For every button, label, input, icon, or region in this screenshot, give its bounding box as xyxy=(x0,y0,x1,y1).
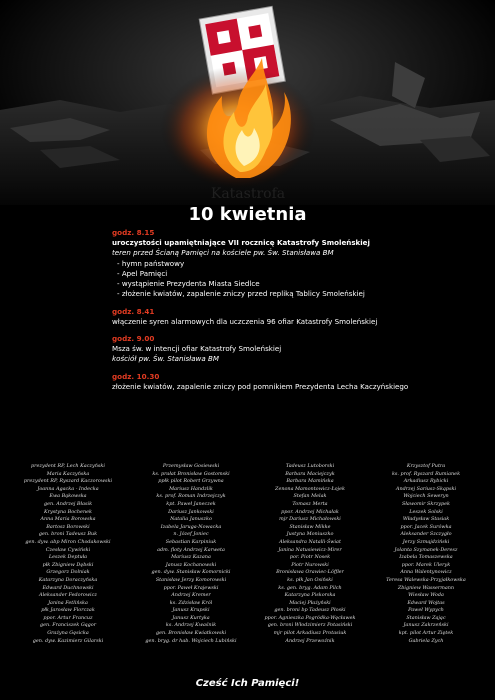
victim-name: Bartosz Borowski xyxy=(46,523,90,530)
victim-name: Anna Maria Borowska xyxy=(40,516,96,523)
event-time: godz. 10.30 xyxy=(112,371,160,381)
victim-name: ppor. Artur Francuz xyxy=(43,614,93,621)
list-item: - Apel Pamięci xyxy=(117,269,492,279)
victim-name: ppor. Marek Uleryk xyxy=(401,561,451,568)
victim-name: Janusz Krupski xyxy=(172,607,210,614)
event-block xyxy=(112,307,492,327)
victim-name: Anna Walentynowicz xyxy=(400,569,452,576)
victim-name: Natalia Januszko xyxy=(170,516,212,523)
victim-name: Stanisław Zając xyxy=(406,614,446,621)
victim-name: Justyna Moniuszko xyxy=(286,531,334,538)
victim-name: gen. broni Tadeusz Buk xyxy=(38,531,98,538)
victim-name: Krzysztof Putra xyxy=(406,463,446,469)
victim-name: Janusz Zakrzeński xyxy=(403,622,449,629)
victim-name: mjr pilot Arkadiusz Protasiuk xyxy=(273,630,347,637)
victim-name: ks. płk Jan Osiński xyxy=(287,576,333,583)
victim-name: Stanisław Mikke xyxy=(289,523,331,530)
victim-name: ks. Andrzej Kwaśnik xyxy=(165,622,217,629)
victim-name: ks. prałat Bronisław Gostomski xyxy=(152,470,230,477)
victim-name: Barbara Mamińska xyxy=(286,478,334,485)
victim-name: płk Zbigniew Dębski xyxy=(42,561,94,568)
victim-name: płk Jarosław Florczak xyxy=(41,607,95,614)
victim-name: adm. floty Andrzej Karweta xyxy=(157,546,225,553)
victim-name: Andrzej Kremer xyxy=(171,592,211,599)
victim-name: mjr Dariusz Michałowski xyxy=(279,516,341,523)
victim-name: gen. broni Włodzimierz Potasiński xyxy=(267,622,353,629)
victim-name: Katarzyna Doraczyńska xyxy=(38,576,98,583)
names-column xyxy=(137,463,245,645)
victim-name: Maria Kaczyńska xyxy=(46,470,90,477)
victim-name: Zenona Mamontowicz-Łojek xyxy=(275,485,345,492)
victim-name: Wojciech Seweryn xyxy=(403,493,449,500)
event-location: teren przed Ścianą Pamięci na kościele pw. Św. Stanisława BM xyxy=(112,248,334,258)
event-bullet-list xyxy=(112,259,492,300)
victim-name: Przemysław Gosiewski xyxy=(162,463,220,469)
victim-name: Krystyna Bochenek xyxy=(44,508,92,515)
victim-name: Czesław Cywiński xyxy=(45,546,91,553)
victim-name: gen. dyw. Kazimierz Gilarski xyxy=(32,637,104,644)
victim-name: Dariusz Jankowski xyxy=(168,508,214,515)
victim-name: Gabriela Zych xyxy=(408,637,444,644)
victim-name: ks. Zdzisław Król xyxy=(169,599,213,606)
victim-name: Janina Natusiewicz-Mirer xyxy=(278,546,342,553)
victim-name: Grzegorz Dolniak xyxy=(46,569,90,576)
victim-name: kpt. pilot Artur Ziętek xyxy=(398,630,454,637)
flame-and-flag-illustration xyxy=(0,0,495,205)
event-title: uroczystości upamiętniające VII rocznicę Katastrofy Smoleńskiej xyxy=(112,238,370,247)
victim-name: prezydent RP, Lech Kaczyński xyxy=(31,463,105,469)
victim-name: n. Józef Joniec xyxy=(173,531,209,538)
svg-text:Katastrofa: Katastrofa xyxy=(210,186,286,202)
victim-name: Tadeusz Lutoborski xyxy=(285,463,335,469)
victim-name: gen. dyw. abp Miron Chodakowski xyxy=(25,538,111,545)
list-item: - złożenie kwiatów, zapalenie zniczy przed repliką Tablicy Smoleńskiej xyxy=(117,289,492,299)
event-block xyxy=(112,228,492,300)
victim-name: ppor. Andrzej Michałak xyxy=(281,508,339,515)
program-schedule xyxy=(112,228,492,399)
victim-name: Edward Duchnowski xyxy=(42,584,94,591)
victim-name: ks. prof. Ryszard Rumianek xyxy=(391,470,461,477)
victim-name: Zbigniew Wassermann xyxy=(397,584,455,591)
victim-name: Sławomir Skrzypek xyxy=(401,500,451,507)
event-block xyxy=(112,334,492,365)
event-time: godz. 8.41 xyxy=(112,306,155,316)
event-description: złożenie kwiatów, zapalenie zniczy pod pomnikiem Prezydenta Lecha Kaczyńskiego xyxy=(112,381,409,391)
victim-name: Arkadiusz Rybicki xyxy=(403,478,449,485)
victim-name: kpt. Paweł Janeczek xyxy=(166,500,216,507)
victim-name: gen. Andrzej Błasik xyxy=(43,500,93,507)
victim-name: Tomasz Merta xyxy=(292,500,328,507)
event-time: godz. 8.15 xyxy=(112,228,155,237)
victim-name: gen. broni bp Tadeusz Płoski xyxy=(274,607,346,614)
victim-name: Janusz Kochanowski xyxy=(165,561,217,568)
victim-name: ppor. Jacek Surówka xyxy=(400,523,452,530)
event-description: Msza św. w intencji ofiar Katastrofy Smoleńskiej xyxy=(112,344,282,354)
footer-tribute: Cześć Ich Pamięci! xyxy=(195,678,300,689)
memorial-photo xyxy=(0,0,495,205)
victim-name: prezydent RP, Ryszard Kaczorowski xyxy=(23,478,113,485)
victim-name: Wiesław Woda xyxy=(408,592,444,599)
victim-name: Paweł Wypych xyxy=(408,607,444,614)
victim-name: gen. Bronisław Kwiatkowski xyxy=(155,630,227,637)
victim-name: Edward Wojtas xyxy=(407,599,445,606)
names-column xyxy=(14,463,122,645)
victim-name: por. Piotr Nosek xyxy=(289,554,331,561)
victim-name: Aleksander Fedorowicz xyxy=(39,592,97,599)
event-block xyxy=(112,372,492,392)
victim-name: Teresa Walewska-Przyjałkowska xyxy=(386,576,466,583)
page-title: 10 kwietnia xyxy=(188,204,307,225)
victim-name: Władysław Stasiak xyxy=(402,516,450,523)
victim-name: Barbara Maciejczyk xyxy=(285,470,335,477)
victim-name: ppłk pilot Robert Grzywna xyxy=(158,478,224,485)
victim-name: ks. prof. Roman Indrzejczyk xyxy=(156,493,226,500)
victim-name: Izabela Tomaszewska xyxy=(399,554,453,561)
victim-name: Janusz Kurtyka xyxy=(172,614,210,621)
victim-name: Andrzej Sariusz-Skąpski xyxy=(395,485,457,492)
victim-name: Stefan Melak xyxy=(293,493,327,500)
victim-name: Stanisław Jerzy Komorowski xyxy=(155,576,227,583)
victim-name: gen. Franciszek Gągor xyxy=(39,622,97,629)
victim-name: Janina Fetlińska xyxy=(48,599,88,606)
victim-name: Leszek Deptuła xyxy=(48,554,88,561)
victim-name: Piotr Nurowski xyxy=(291,561,329,568)
victim-name: Maciej Płażyński xyxy=(289,599,331,606)
event-description: włączenie syren alarmowych dla uczczenia 96 ofiar Katastrofy Smoleńskiej xyxy=(112,316,378,326)
victim-name: Grażyna Gęsicka xyxy=(47,630,89,637)
victim-name: Aleksandra Natalli-Świat xyxy=(279,538,341,545)
victim-name: Aleksander Szczygło xyxy=(400,531,452,538)
names-column xyxy=(372,463,480,645)
victim-name: ks. gen. bryg. Adam Pilch xyxy=(278,584,342,591)
victim-name: Bronisława Orawiec-Löffler xyxy=(276,569,344,576)
victim-name: Izabela Jaruga-Nowacka xyxy=(160,523,222,530)
list-item: - wystąpienie Prezydenta Miasta Siedlce xyxy=(117,279,492,289)
victim-name: Joanna Agacka - Indecka xyxy=(37,485,99,492)
victim-name: Mariusz Kazana xyxy=(171,554,211,561)
victim-name: Leszek Solski xyxy=(409,508,443,515)
victim-name: Andrzej Przewoźnik xyxy=(285,637,335,644)
event-time: godz. 9.00 xyxy=(112,334,155,344)
victim-name: ppor. Paweł Krajewski xyxy=(163,584,219,591)
victim-name: Mariusz Handzlik xyxy=(169,485,213,492)
victim-name: Jerzy Szmajdziński xyxy=(402,538,450,545)
victim-name: Ewa Bąkowska xyxy=(49,493,87,500)
victim-name: Sebastian Karpiniuk xyxy=(165,538,217,545)
event-location: kościół pw. Św. Stanisława BM xyxy=(112,354,219,364)
victims-list xyxy=(0,463,495,673)
names-column xyxy=(256,463,364,645)
list-item: - hymn państwowy xyxy=(117,259,492,269)
victim-name: gen. dyw. Stanisław Komornicki xyxy=(151,569,231,576)
victim-name: ppor. Agnieszka Pogródka-Węcławek xyxy=(264,614,356,621)
victim-name: gen. bryg. dr hab. Wojciech Lubiński xyxy=(145,637,237,644)
victim-name: Katarzyna Piskorska xyxy=(284,592,336,599)
victim-name: Jolanta Szymanek-Deresz xyxy=(394,546,458,553)
